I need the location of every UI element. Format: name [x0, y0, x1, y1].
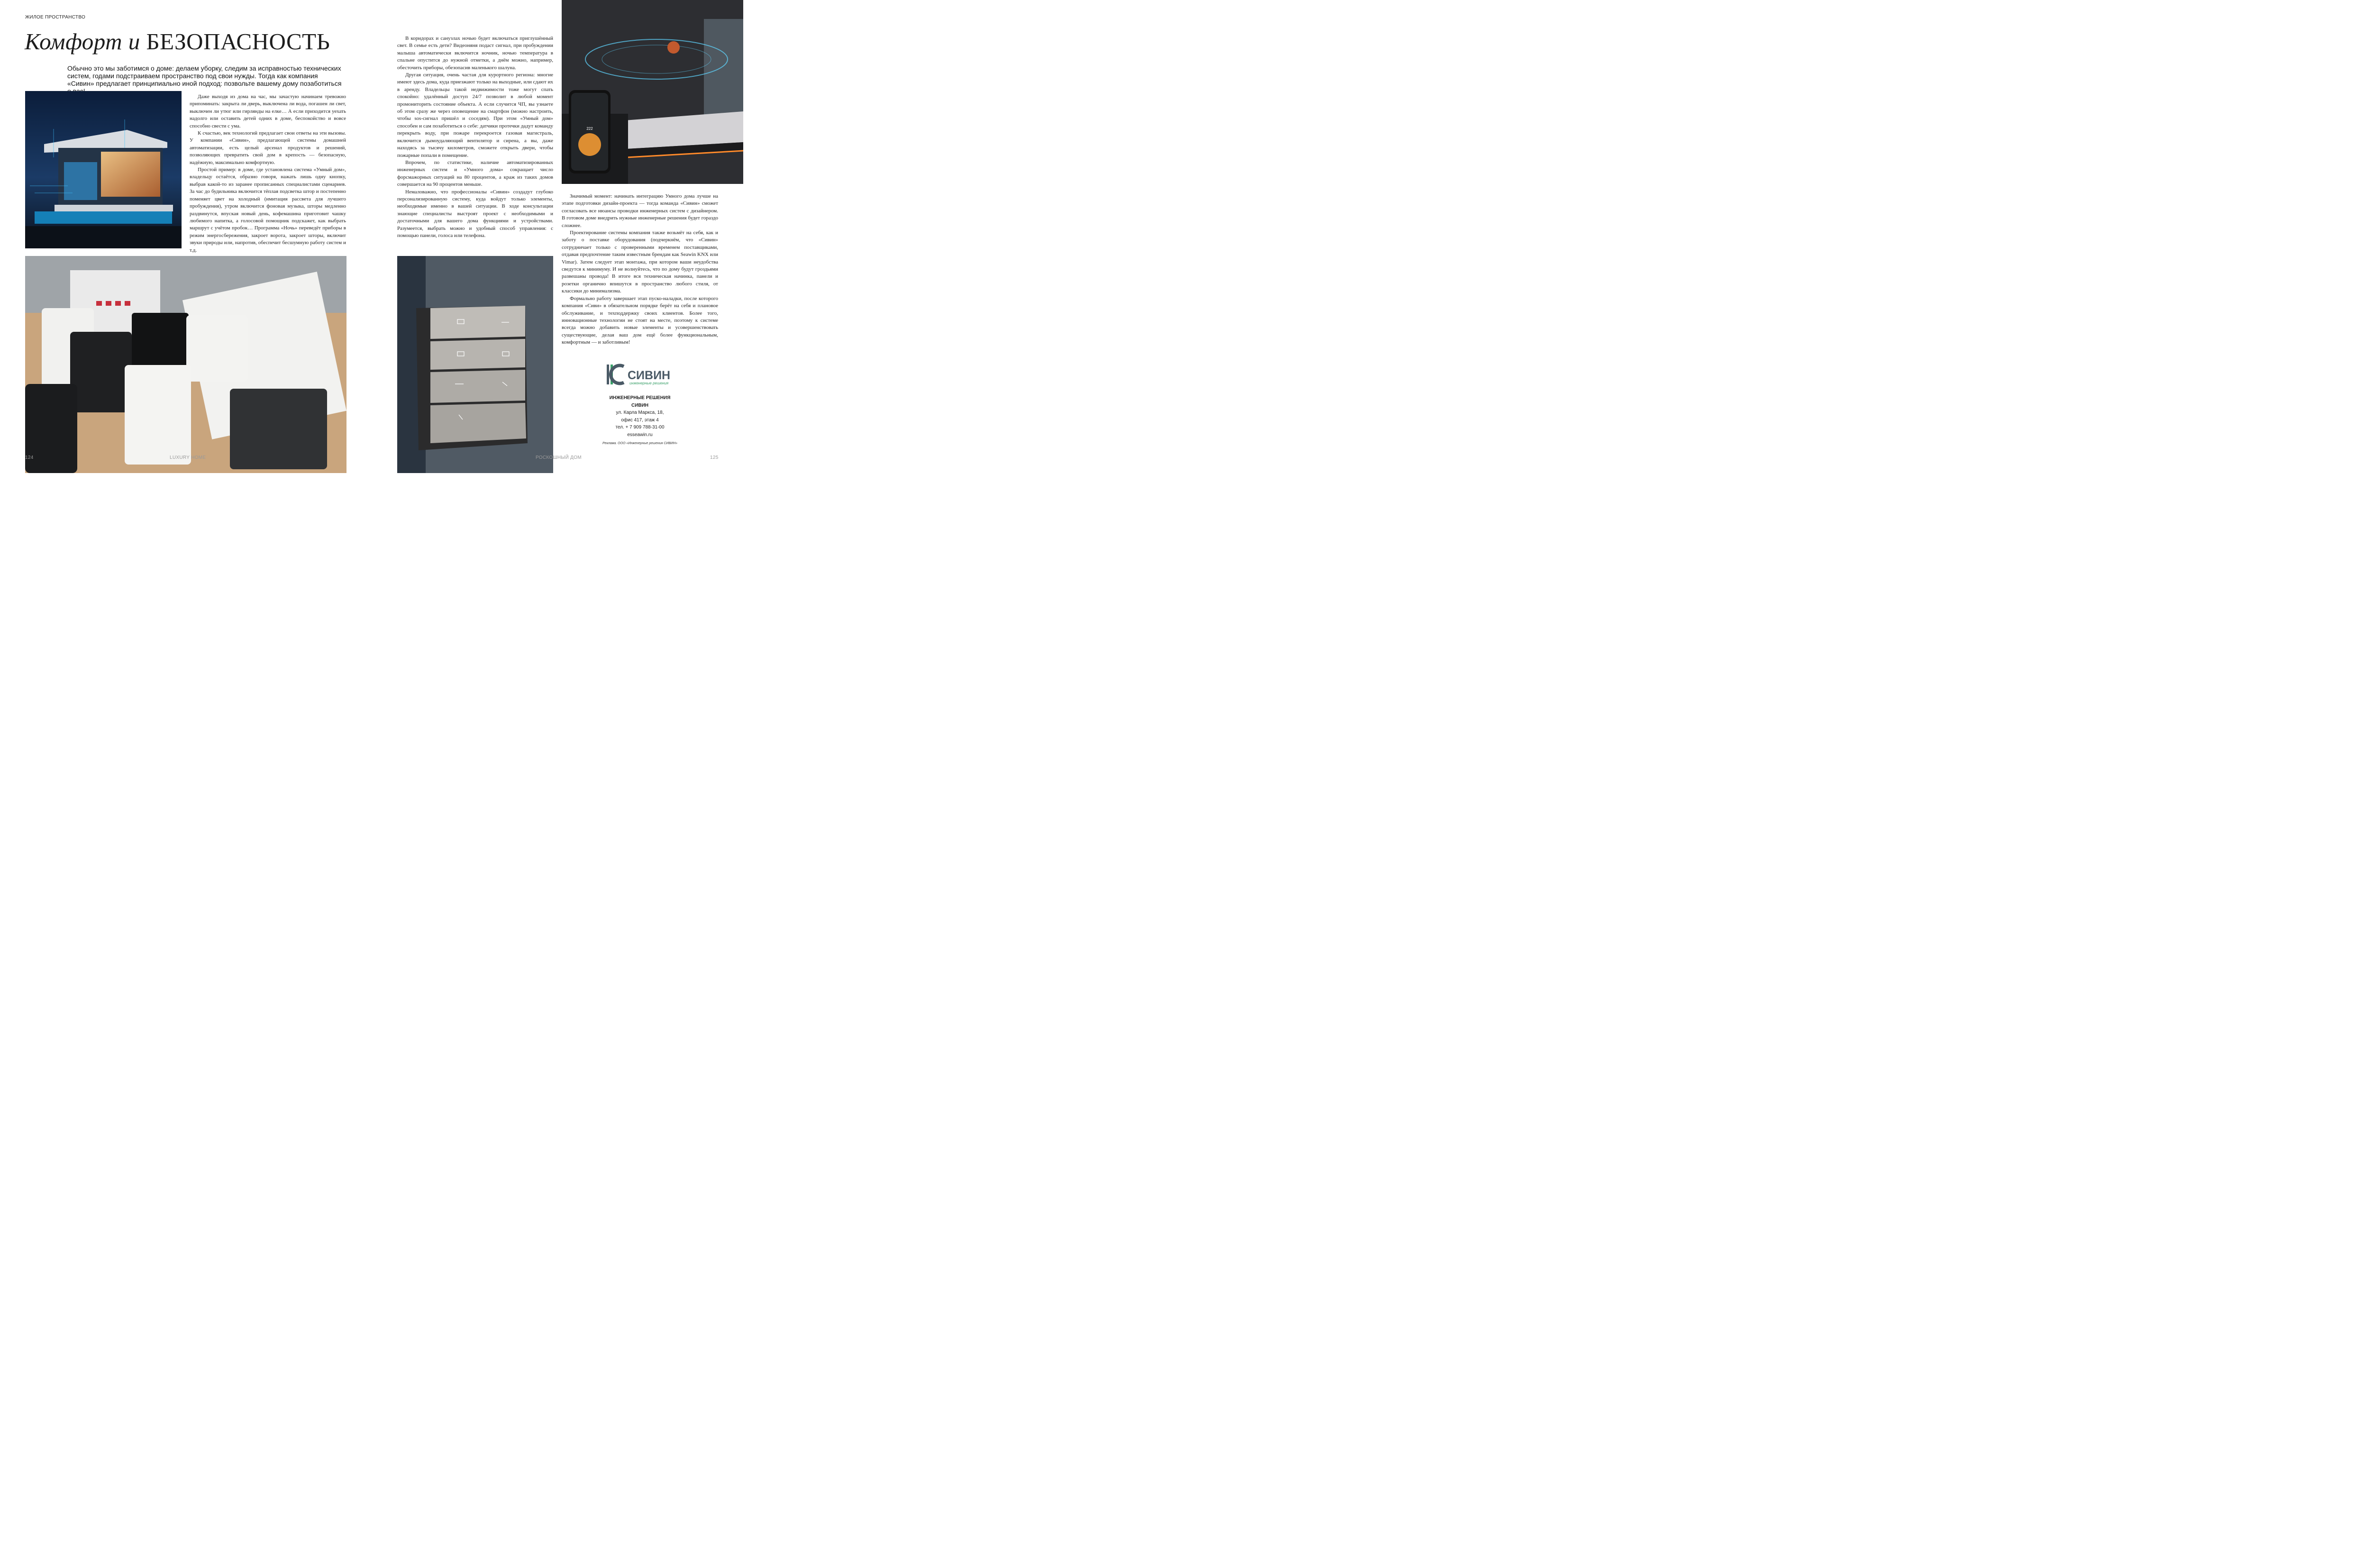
- advertising-note: Реклама. ООО «Инженерные решения СИВИН»: [602, 442, 678, 445]
- company-contacts: [562, 394, 718, 446]
- paragraph: В коридорах и санузлах ночью будет включаться приглушённый свет. В семье есть дети? Видеоняня подаст сигнал, при пробуждении малыша автоматически включится ночник, ночью температура в спальне опустится до нужной отметки, а днём можно, например, обесточить приборы, обезопасив маленького шалуна.: [397, 36, 553, 71]
- paragraph: Значимый момент: начинать интеграцию Умного дома лучше на этапе подготовки дизайн-проекта — тогда команда «Сивин» сможет согласовать все нюансы проводки инженерных систем с дизайнером. В готовом доме внедрить нужные инженерные решения будет гораздо сложнее.: [562, 193, 718, 228]
- paragraph: Другая ситуация, очень частая для курортного региона: многие имеют здесь дома, куда приезжают только на выходные, или сдают их в аренду. Владельцы такой недвижимости тоже могут спать спокойно: удалённый доступ 24/7 позволит в любой момент промониторить состояние объекта. А если случится ЧП, вы узнаете об этом сразу же через оповещение на смартфон (можно настроить, чтобы sos-сигнал пришёл и соседям). При этом «Умный дом» способен и сам позаботиться о себе: датчики протечки дадут команду перекрыть воду, при пожаре перекроется газовая магистраль, включится дымоудаляющий вентилятор и сирена, а вы, даже находясь за тысячу километров, сможете открыть двери, чтобы пожарные попали в помещение.: [397, 72, 553, 158]
- company-phone: тел. + 7 909 788-31-00: [615, 425, 665, 430]
- switch-panels-photo: [25, 256, 346, 473]
- paragraph: Формально работу завершает этап пуско-наладки, после которого компания «Сиви» в обязательном порядке берёт на себя и плановое обслуживание, и техподдержку своих клиентов. Более того, инновационные технологии не стоят на месте, поэтому к системе всегда можно добавить новые элементы и усовершенствовать существующие, делая ваш дом ещё более функциональным, комфортным — и заботливым!: [562, 295, 718, 346]
- paragraph: Проектирование системы компания также возьмёт на себя, как и заботу о поставке оборудования (подчеркнём, что «Сивин» сотрудничает только с проверенными временем поставщиками, отдавая предпочтение таким известным брендам как Seawin KNX или Vimar). Затем следует этап монтажа, при котором ваши неудобства сведутся к минимуму. И не волнуйтесь, что по дому будут гроздьями развешаны провода! В итоге вся техническая начинка, панели и розетки органично впишутся в пространство любого стиля, от классики до минимализма.: [562, 230, 718, 294]
- right-page-number: 125: [710, 455, 719, 460]
- logo-tagline: инженерные решения: [629, 381, 669, 385]
- section-label: ЖИЛОЕ ПРОСТРАНСТВО: [25, 15, 86, 20]
- article-column-2: [397, 35, 553, 239]
- paragraph: К счастью, век технологий предлагает свои ответы на эти вызовы. У компании «Сивин», предлагающей системы домашней автоматизации, есть целый арсенал продуктов и решений, позволяющих превратить свой дом в крепость — безопасную, надёжную, максимально комфортную.: [190, 130, 346, 165]
- sivin-logo: [607, 362, 673, 390]
- logo-name: СИВИН: [628, 369, 671, 382]
- article-column-3: [562, 193, 718, 346]
- company-heading-2: СИВИН: [631, 402, 649, 408]
- left-page-number: 124: [25, 455, 34, 460]
- paragraph: Даже выходя из дома на час, мы зачастую начинаем тревожно припоминать: закрыта ли дверь, выключена ли вода, погашен ли свет, выключен ли утюг или гирлянды на елке… А если приходится уехать надолго или оставить детей одних в доме, беспокойство и вовсе способно свести с ума.: [190, 94, 346, 129]
- phone-temperature: 222: [586, 127, 593, 131]
- right-magazine-name: РОСКОШНЫЙ ДОМ: [536, 455, 582, 460]
- company-site: esseawin.ru: [627, 432, 653, 438]
- title-italic: Комфорт и: [25, 28, 140, 55]
- smart-bedroom-photo: [562, 0, 743, 184]
- left-magazine-name: LUXURY HOME: [170, 455, 206, 460]
- title-caps: БЕЗОПАСНОСТЬ: [146, 28, 330, 55]
- company-address-1: ул. Карла Маркса, 18,: [616, 410, 664, 415]
- paragraph: Впрочем, по статистике, наличие автоматизированных инженерных систем и «Умного дома» сокращает число форсмажорных ситуаций на 80 процентов, а краж из таких домов совершается на 90 процентов меньше.: [397, 159, 553, 188]
- wall-panel-photo: [397, 256, 553, 473]
- paragraph: Немаловажно, что профессионалы «Сивин» создадут глубоко персонализированную систему, куда войдут только элементы, необходимые именно в вашей ситуации. В ходе консультации знающие специалисты выстроят проект с необходимыми и достаточными для вашего дома функциями и устройствами. Разумеется, выбрать можно и удобный способ управления: с помощью панели, голоса или телефона.: [397, 189, 553, 238]
- smart-house-photo: [25, 91, 182, 248]
- company-address-2: офис 417, этаж 4: [621, 417, 659, 423]
- article-lead: Обычно это мы заботимся о доме: делаем уборку, следим за исправностью технических систем, годами подстраиваем пространство под свои нужды. Тогда как компания «Сивин» предлагает принципиально иной подход: позвольте вашему дому позаботиться: [67, 64, 342, 87]
- paragraph: Простой пример: в доме, где установлена система «Умный дом», владельцу остаётся, образно говоря, нажать лишь одну кнопку, выбрав какой-то из заранее прописанных специалистами сценариев. За час до будильника включится тёплая подсветка штор и постепенно поменяет цвет на холодный (имитация рассвета для лучшего пробуждения), утром включится фоновая музыка, шторы медленно раздвинутся, впуская новый день, кофемашина приготовит чашку любимого напитка, а голосовой помощник подскажет, как выбрать маршрут с учётом пробок… Программа «Ночь» переведёт приборы в режим энергосбережения, закроет ворота, закроет шторы, включит звуки природы или, напротив, обеспечит бесшумную работу систем и т.д.: [190, 167, 346, 253]
- company-heading-1: ИНЖЕНЕРНЫЕ РЕШЕНИЯ: [609, 395, 671, 401]
- article-title: [25, 27, 330, 56]
- article-column-1: [190, 93, 346, 254]
